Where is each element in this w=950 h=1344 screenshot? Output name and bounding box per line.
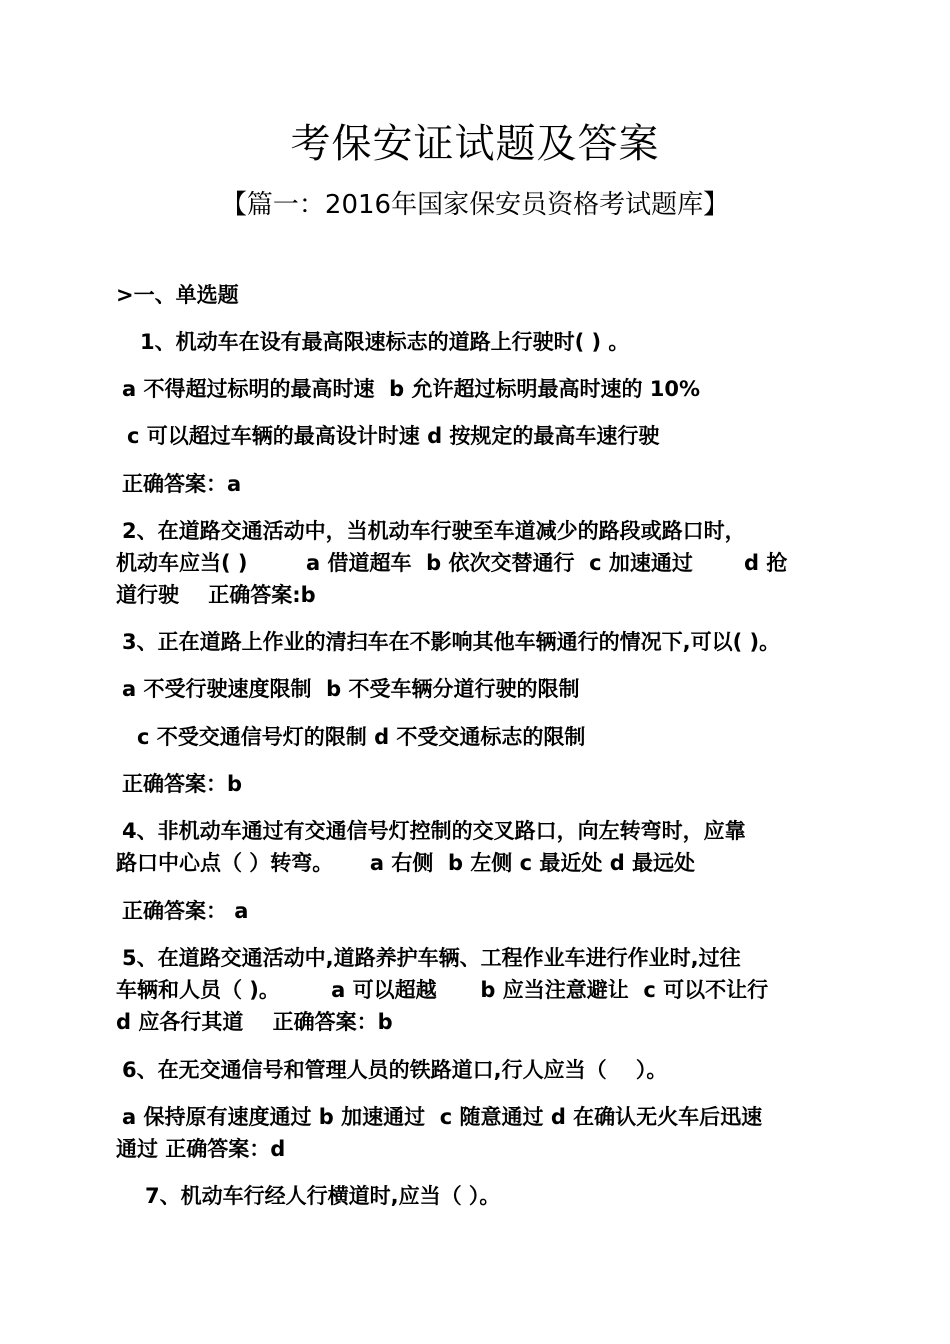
text-line: 5、在道路交通活动中,道路养护车辆、工程作业车进行作业时,过往 <box>122 946 741 970</box>
text-line: 正确答案： a <box>122 899 249 923</box>
text-line: c 不受交通信号灯的限制 d 不受交通标志的限制 <box>137 725 586 749</box>
text-line: 机动车应当( ) a 借道超车 b 依次交替通行 c 加速通过 d 抢 <box>116 551 788 575</box>
text-line: 7、机动车行经人行横道时,应当（ ）。 <box>145 1184 501 1208</box>
text-line: 2、在道路交通活动中，当机动车行驶至车道减少的路段或路口时， <box>122 519 746 543</box>
text-line: 通过 正确答案：d <box>116 1137 286 1161</box>
text-line: 路口中心点（ ）转弯。 a 右侧 b 左侧 c 最近处 d 最远处 <box>116 851 696 875</box>
text-line: 车辆和人员（ )。 a 可以超越 b 应当注意避让 c 可以不让行 <box>116 978 769 1002</box>
text-line: c 可以超过车辆的最高设计时速 d 按规定的最高车速行驶 <box>127 424 660 448</box>
text-line: d 应各行其道 正确答案：b <box>116 1010 393 1034</box>
text-line: a 不得超过标明的最高时速 b 允许超过标明最高时速的 10% <box>122 377 701 401</box>
text-line: a 不受行驶速度限制 b 不受车辆分道行驶的限制 <box>122 677 580 701</box>
text-line: 6、在无交通信号和管理人员的铁路道口,行人应当（ ）。 <box>122 1058 668 1082</box>
text-line: a 保持原有速度通过 b 加速通过 c 随意通过 d 在确认无火车后迅速 <box>122 1105 763 1129</box>
section-heading: >一、单选题 <box>116 283 239 307</box>
text-line: 4、非机动车通过有交通信号灯控制的交叉路口，向左转弯时，应靠 <box>122 819 746 843</box>
document-title: 考保安证试题及答案 <box>290 121 660 167</box>
document-subtitle: 【篇一：2016年国家保安员资格考试题库】 <box>220 190 730 220</box>
text-line: 道行驶 正确答案:b <box>116 583 316 607</box>
text-line: 3、正在道路上作业的清扫车在不影响其他车辆通行的情况下,可以( )。 <box>122 630 781 654</box>
text-line: 正确答案：a <box>122 472 242 496</box>
text-line: 1、机动车在设有最高限速标志的道路上行驶时( ) 。 <box>140 330 630 354</box>
text-line: 正确答案：b <box>122 772 243 796</box>
